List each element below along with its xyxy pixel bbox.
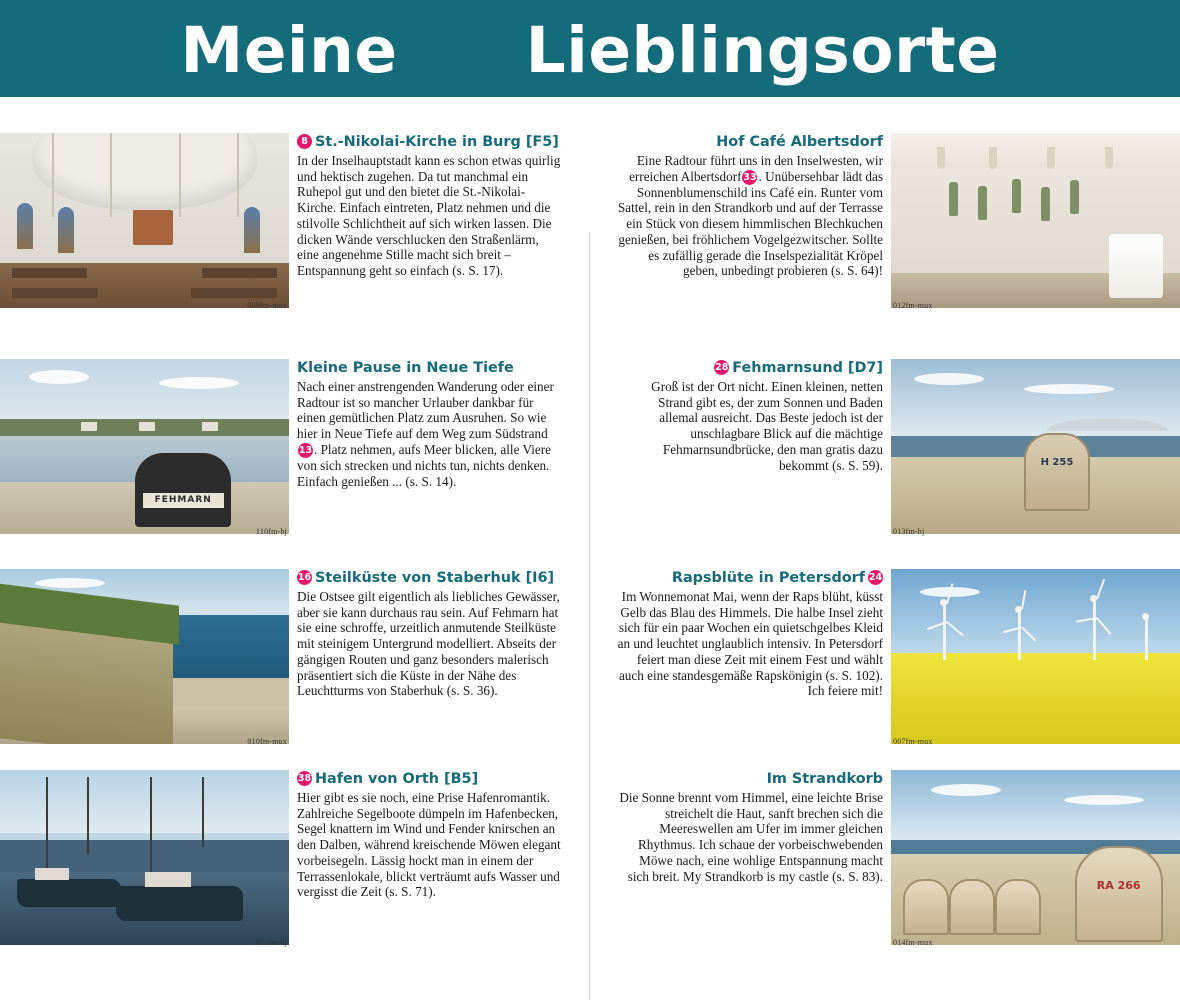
entry-title [617, 770, 883, 788]
entry-title [617, 569, 883, 587]
strandkorb-number-label: RA 266 [1096, 878, 1141, 892]
entry-fehmarnsund [590, 359, 1180, 534]
entry-im-strandkorb [590, 770, 1180, 945]
entry-title-text: Rapsblüte in Petersdorf [671, 570, 865, 586]
photo-credit: 012fm-mux [893, 301, 933, 310]
entry-title [617, 359, 883, 377]
photo-credit: 013fm-hj [893, 527, 925, 536]
photo-credit: 007fm-mux [893, 737, 933, 746]
entry-text [297, 359, 563, 489]
photo-rapeseed-field [891, 569, 1180, 744]
entry-number-badge: 24 [868, 572, 883, 583]
entry-kleine-pause-neue-tiefe [0, 359, 590, 534]
entry-title [297, 359, 563, 377]
photo-harbour-boats [0, 770, 289, 945]
entry-inline-number-badge: 13 [298, 444, 313, 456]
entry-text [617, 770, 883, 884]
entry-body: Groß ist der Ort nicht. Einen kleinen, netten Strand gibt es, der zum Sonnen und Baden allemal ausreicht. Das Beste jedoch ist der unschlagbare Blick auf die mächtige Fehmarnsundbrücke, den man gratis dazu bekommt (s. S. 59). [651, 379, 883, 473]
photo-lake-beachchair [0, 359, 289, 534]
entry-title-text: Fehmarnsund [D7] [732, 360, 883, 376]
entry-text [617, 359, 883, 473]
photo-credit: 014fm-mux [893, 938, 933, 947]
entry-body-part-1: Eine Radtour führt uns in den Inselwesten, wir erreichen Albertsdorf [629, 153, 883, 184]
entry-body: In der Inselhauptstadt kann es schon etwas quirlig und hektisch zugehen. Da tut manchmal ein Ruhepol gut und den bietet die St.-Nikolai-Kirche. Einfach eintreten, Platz nehmen und die stilvolle Schlichtheit auf sich wirken lassen. Die dicken Wände verschlucken den Straßenlärm, eine angenehme Stille macht sich breit – Entspannung geht so einfach (s. S. 17). [297, 153, 561, 278]
entry-title [297, 770, 563, 788]
entry-steilkueste-staberhuk [0, 569, 590, 744]
photo-cliff-coast [0, 569, 289, 744]
entry-title-text: Kleine Pause in Neue Tiefe [297, 360, 514, 376]
entry-title-text: Hof Café Albertsdorf [716, 134, 883, 150]
entry-title [617, 133, 883, 151]
right-column [590, 97, 1180, 1000]
photo-sund-beach [891, 359, 1180, 534]
entry-body-part-2: . Unübersehbar lädt das Sonnenblumenschild ins Café ein. Runter vom Sattel, rein in den Strandkorb und auf der Terrasse ein Stück von diesem himmlischen Blechkuchen genießen, bei fröhlichem Vogelgezwitscher. Sollte es zufällig gerade die Inselspezialität Kröpel geben, unbedingt probieren (s. S. 64)! [617, 168, 883, 279]
entry-st-nikolai-kirche [0, 133, 590, 308]
entry-body [297, 379, 563, 489]
entry-body: Die Ostsee gilt eigentlich als liebliches Gewässer, aber sie kann durchaus rau sein. Auf Fehmarn hat sie eine schroffe, urzeitlich anmutende Steilküste mit steinigem Untergrund modelliert. Abseits der gängigen Routen und ganz besonders malerisch präsentiert sich die Küste in der Nähe des Leuchtturms von Staberhuk (s. S. 36). [297, 589, 560, 699]
left-column [0, 97, 590, 1000]
strandkorb-number-label: H 255 [1040, 456, 1074, 468]
entry-text [617, 133, 883, 279]
entry-number-badge: 28 [715, 362, 729, 373]
photo-church-interior [0, 133, 289, 308]
entry-body-part-2: . Platz nehmen, aufs Meer blicken, alle Viere von sich strecken und nichts tun, nichts denken. Einfach genießen ... (s. S. 14). [297, 441, 551, 489]
entry-inline-number-badge: 33 [743, 171, 757, 183]
entry-title-text: Steilküste von Staberhuk [I6] [315, 570, 555, 586]
entry-title-text: Hafen von Orth [B5] [315, 771, 479, 787]
entry-number-badge: 16 [297, 572, 312, 583]
entry-hof-cafe-albertsdorf [590, 133, 1180, 308]
entry-title [297, 133, 563, 151]
entry-text [297, 770, 563, 900]
entry-hafen-von-orth [0, 770, 590, 945]
entry-title-text: Im Strandkorb [766, 771, 883, 787]
entry-body [617, 153, 883, 279]
photo-shop-interior [891, 133, 1180, 308]
entry-body-part-1: Nach einer anstrengenden Wanderung oder einer Radtour ist so mancher Urlauber dankbar für einen gemütlichen Platz zum Ausruhen. So wie hier in Neue Tiefe auf dem Weg zum Südstrand [297, 379, 554, 442]
entry-number-badge: 8 [297, 134, 312, 149]
entry-title-text: St.-Nikolai-Kirche in Burg [F5] [315, 134, 559, 150]
photo-credit: 008fm-mux [247, 301, 287, 310]
entry-rapsbluete-petersdorf [590, 569, 1180, 744]
entry-text [297, 569, 563, 699]
entry-title [297, 569, 563, 587]
entry-body: Hier gibt es sie noch, eine Prise Hafenromantik. Zahlreiche Segelboote dümpeln im Hafenbecken, Segel knattern im Wind und Fender knirschen an den Dalben, während kreischende Möwen elegant vorbeisegeln. Lässig hockt man in einem der Terrassenlokale, blickt verträumt aufs Wasser und vergisst die Zeit (s. S. 71). [297, 790, 561, 900]
photo-credit: 010fm-mux [247, 737, 287, 746]
beachchair-brand-label: FEHMARN [143, 493, 224, 508]
entry-body: Die Sonne brennt vom Himmel, eine leichte Brise streichelt die Haut, sanft brechen sich die Meereswellen am Ufer im immer gleichen Rhythmus. Ich schaue der vorbeischwebenden Möwe nach, eine wohlige Entspannung macht sich breit. My Strandkorb is my castle (s. S. 83). [619, 790, 883, 884]
page-title-word-1: Meine [180, 14, 398, 87]
page-title [0, 14, 1180, 87]
page-title-word-2: Lieblingsorte [525, 14, 1000, 87]
photo-strandkorb-row [891, 770, 1180, 945]
entry-text [297, 133, 563, 279]
content-columns [0, 97, 1180, 1000]
header-band [0, 0, 1180, 97]
entry-text [617, 569, 883, 699]
entry-body: Im Wonnemonat Mai, wenn der Raps blüht, küsst Gelb das Blau des Himmels. Die halbe Insel zieht sich für ein paar Wochen ein quietschgelbes Kleid an und leuchtet unglaublich intensiv. In Petersdorf feiert man diese Zeit mit einem Fest und wählt auch eine standesgemäße Rapskönigin (s. S. 102). Ich feiere mit! [617, 589, 883, 699]
photo-credit: 110fm-hj [255, 527, 287, 536]
photo-credit: 011fm-hj [255, 938, 287, 947]
entry-number-badge: 38 [297, 773, 312, 784]
